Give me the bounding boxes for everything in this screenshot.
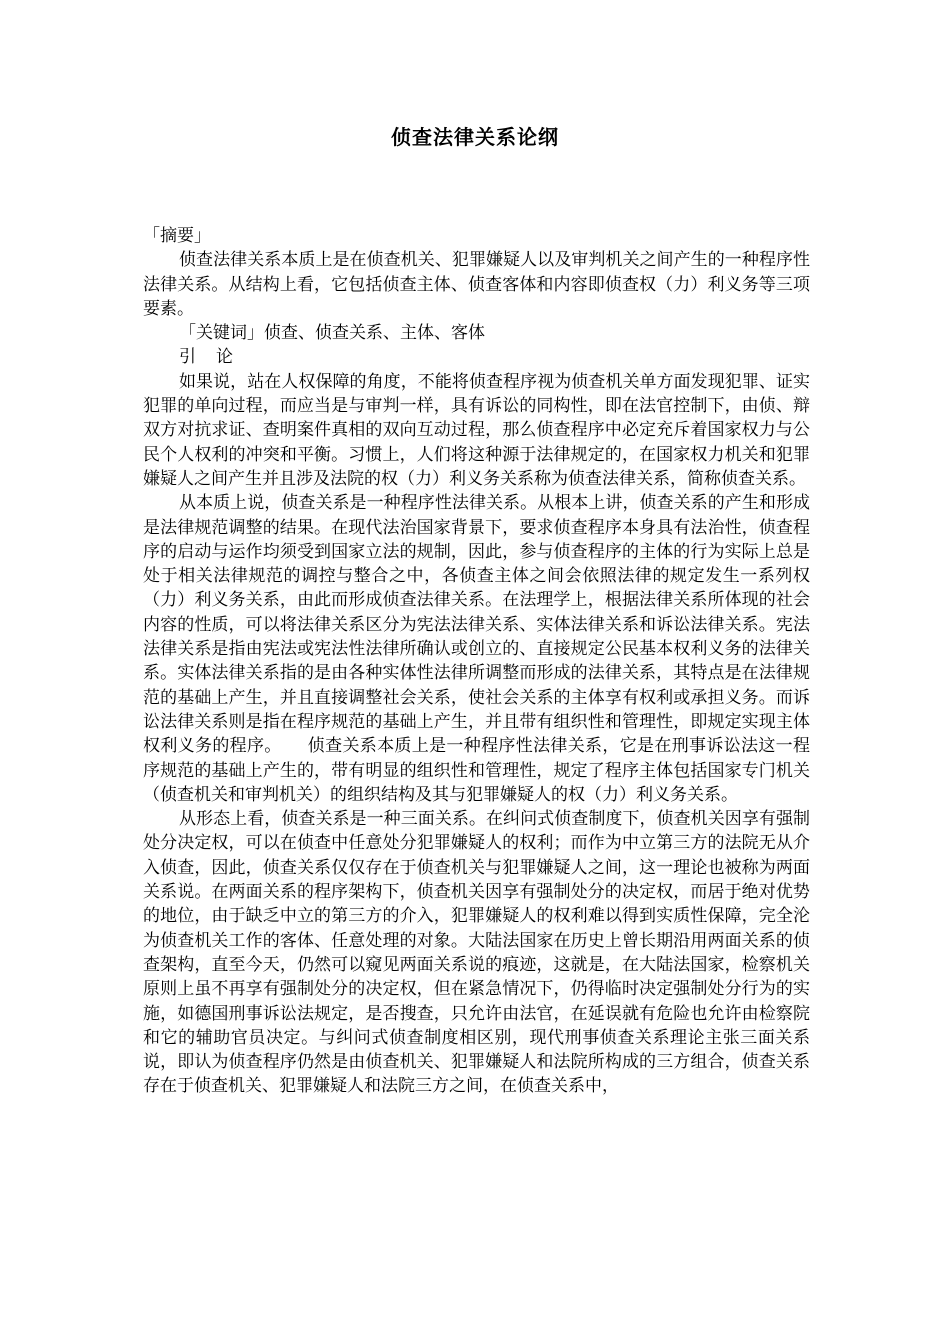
document-body: [143, 224, 810, 1099]
intro-heading: [143, 345, 810, 369]
body-paragraph-3: 从形态上看，侦查关系是一种三面关系。在纠问式侦查制度下，侦查机关因享有强制处分决定权，可以在侦查中任意处分犯罪嫌疑人的权利；而作为中立第三方的法院无从介入侦查，因此，侦查关系仅仅存在于侦查机关与犯罪嫌疑人之间，这一理论也被称为两面关系说。在两面关系的程序架构下，侦查机关因享有强制处分的决定权，而居于绝对优势的地位，由于缺乏中立的第三方的介入，犯罪嫌疑人的权利难以得到实质性保障，完全沦为侦查机关工作的客体、任意处理的对象。大陆法国家在历史上曾长期沿用两面关系的侦查架构，直至今天，仍然可以窥见两面关系说的痕迹，这就是，在大陆法国家，检察机关原则上虽不再享有强制处分的决定权，但在紧急情况下，仍得临时决定强制处分行为的实施，如德国刑事诉讼法规定，是否搜查，只允许由法官，在延误就有危险也允许由检察院和它的辅助官员决定。与纠问式侦查制度相区别，现代刑事侦查关系理论主张三面关系说，即认为侦查程序仍然是由侦查机关、犯罪嫌疑人和法院所构成的三方组合，侦查关系存在于侦查机关、犯罪嫌疑人和法院三方之间，在侦查关系中，: [143, 809, 810, 1097]
intro-heading-char-2: 论: [216, 347, 233, 368]
body-paragraph-2: 从本质上说，侦查关系是一种程序性法律关系。从根本上讲，侦查关系的产生和形成是法律规范调整的结果。在现代法治国家背景下，要求侦查程序本身具有法治性，侦查程序的启动与运作均须受到国家立法的规制，因此，参与侦查程序的主体的行为实际上总是处于相关法律规范的调控与整合之中，各侦查主体之间会依照法律的规定发生一系列权（力）利义务关系，由此而形成侦查法律关系。在法理学上，根据法律关系所体现的社会内容的性质，可以将法律关系区分为宪法法律关系、实体法律关系和诉讼法律关系。宪法法律关系是指由宪法或宪法性法律所确认或创立的、直接规定公民基本权利义务的法律关系。实体法律关系指的是由各种实体性法律所调整而形成的法律关系，其特点是在法律规范的基础上产生，并且直接调整社会关系，使社会关系的主体享有权利或承担义务。而诉讼法律关系则是指在程序规范的基础上产生，并且带有组织性和管理性，即规定实现主体权利义务的程序。 侦查关系本质上是一种程序性法律关系，它是在刑事诉讼法这一程序规范的基础上产生的，带有明显的组织性和管理性，规定了程序主体包括国家专门机关（侦查机关和审判机关）的组织结构及其与犯罪嫌疑人的权（力）利义务关系。: [143, 493, 810, 805]
intro-heading-char-1: 引: [179, 347, 196, 368]
document-title: 侦查法律关系论纲: [391, 125, 559, 149]
keywords-line: 「关键词」侦查、侦查关系、主体、客体: [179, 323, 485, 344]
abstract-paragraph: 侦查法律关系本质上是在侦查机关、犯罪嫌疑人以及审判机关之间产生的一种程序性法律关系。从结构上看，它包括侦查主体、侦查客体和内容即侦查权（力）利义务等三项要素。: [143, 250, 810, 319]
body-paragraph-1: 如果说，站在人权保障的角度，不能将侦查程序视为侦查机关单方面发现犯罪、证实犯罪的单向过程，而应当是与审判一样，具有诉讼的同构性，即在法官控制下，由侦、辩双方对抗求证、查明案件真相的双向互动过程，那么侦查程序中必定充斥着国家权力与公民个人权利的冲突和平衡。习惯上，人们将这种源于法律规定的，在国家权力机关和犯罪嫌疑人之间产生并且涉及法院的权（力）利义务关系称为侦查法律关系，简称侦查关系。: [143, 371, 810, 489]
abstract-heading: 「摘要」: [143, 226, 211, 246]
